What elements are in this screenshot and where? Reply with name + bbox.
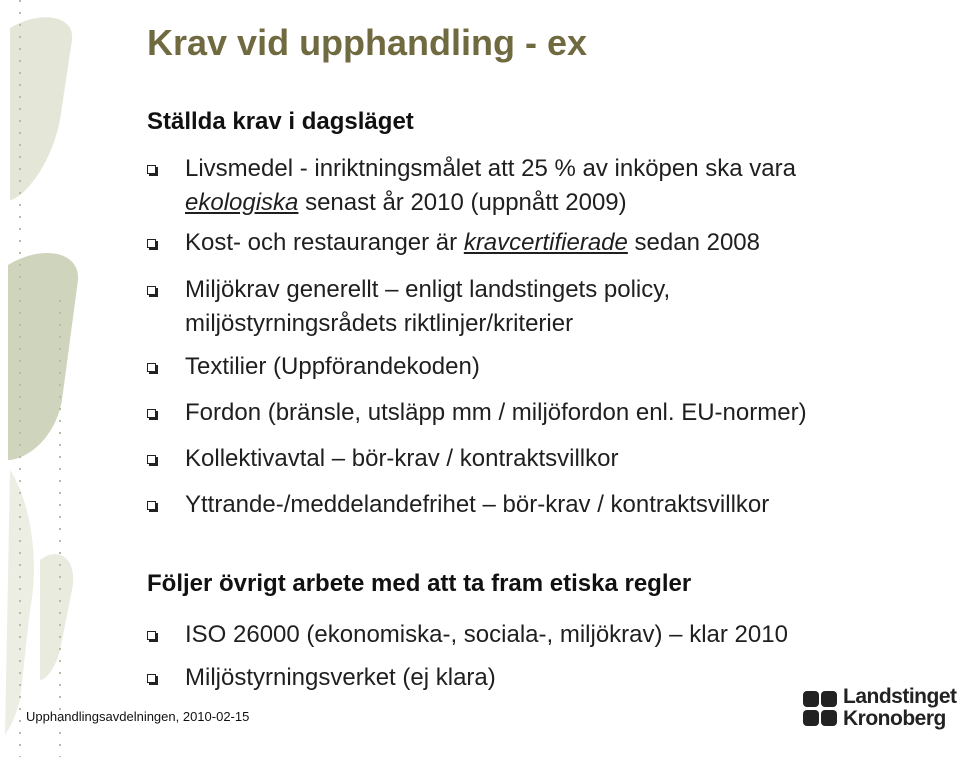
section-heading-current-requirements: Ställda krav i dagsläget <box>147 108 414 135</box>
checkbox-bullet-icon <box>147 286 156 295</box>
checkbox-bullet-icon <box>147 501 156 510</box>
list-item-text: Kollektivavtal – bör-krav / kontraktsvillkor <box>185 445 619 472</box>
emphasis-term: kravcertifierade <box>463 229 628 256</box>
checkbox-bullet-icon <box>147 165 156 174</box>
list-item-text: Yttrande-/meddelandefrihet – bör-krav / kontraktsvillkor <box>185 491 770 518</box>
list-item-text: Livsmedel - inriktningsmålet att 25 % av inköpen ska vara ekologiska senast år 2010 (uppnått 2009) <box>185 155 796 216</box>
checkbox-bullet-icon <box>147 239 156 248</box>
footer-text: Upphandlingsavdelningen, 2010-02-15 <box>26 709 250 724</box>
list-item-text: Textilier (Uppförandekoden) <box>185 353 480 380</box>
list-item-text: Kost- och restauranger är kravcertifierade sedan 2008 <box>185 229 760 256</box>
emphasis-term: ekologiska <box>185 189 299 216</box>
checkbox-bullet-icon <box>147 409 156 418</box>
slide-title: Krav vid upphandling - ex <box>147 22 588 63</box>
logo <box>803 685 959 735</box>
logo-mark-icon <box>803 689 839 729</box>
checkbox-bullet-icon <box>147 631 156 640</box>
logo-text-line2: Kronoberg <box>843 707 946 730</box>
list-item-text: Miljökrav generellt – enligt landstingets policy, miljöstyrningsrådets riktlinjer/kriterier <box>185 276 671 337</box>
section-heading-ethics: Följer övrigt arbete med att ta fram etiska regler <box>147 570 692 597</box>
list-item-text: Miljöstyrningsverket (ej klara) <box>185 664 496 691</box>
checkbox-bullet-icon <box>147 455 156 464</box>
list-item-text: ISO 26000 (ekonomiska-, sociala-, miljökrav) – klar 2010 <box>185 621 788 648</box>
checkbox-bullet-icon <box>147 363 156 372</box>
checkbox-bullet-icon <box>147 674 156 683</box>
decorative-leaves <box>0 0 130 757</box>
list-item-text: Fordon (bränsle, utsläpp mm / miljöfordon enl. EU-normer) <box>185 399 807 426</box>
logo-text-line1: Landstinget <box>843 685 957 708</box>
